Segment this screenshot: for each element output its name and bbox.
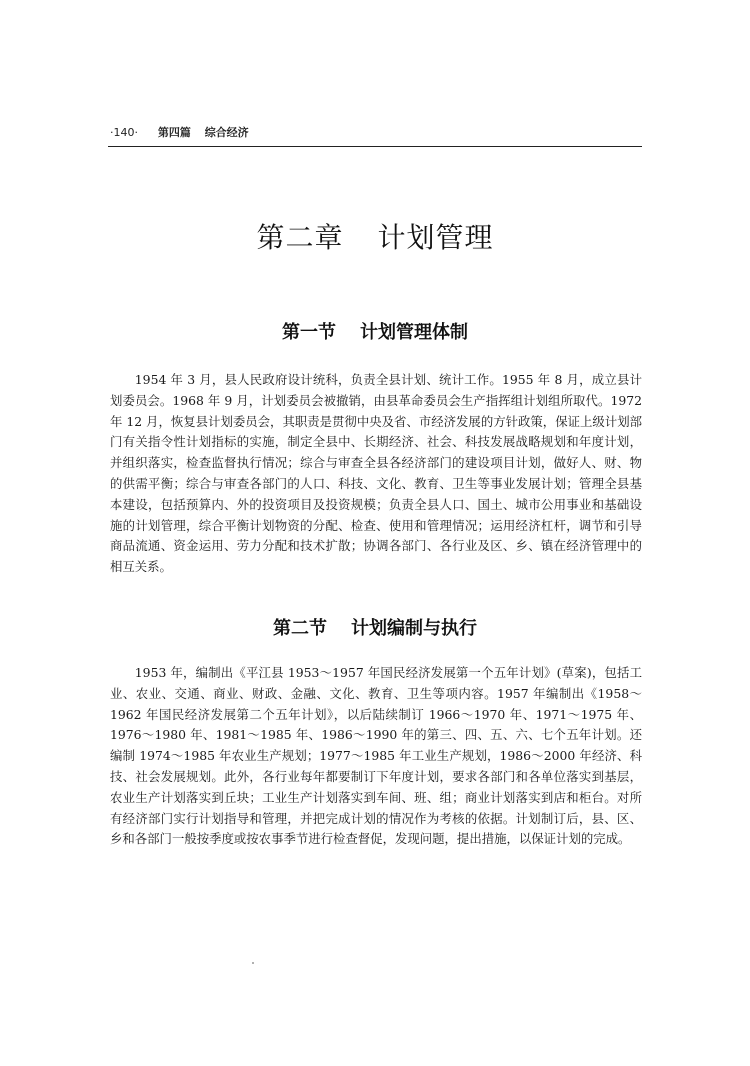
chapter-heading: [0, 216, 750, 256]
section-paragraph: 1953 年，编制出《平江县 1953～1957 年国民经济发展第一个五年计划》(草案)，包括工业、农业、交通、商业、财政、金融、文化、教育、卫生等项内容。1957 年编制出《1958～1962 年国民经济发展第二个五年计划》，以后陆续制订 1966～1970 年、1971～1975 年、1976～1980 年、1981～1985 年、1986～1990 年的第三、四、五、六、七个五年计划。还编制 1974～1985 年农业生产规划；1977～1985 年工业生产规划，1986～2000 年经济、科技、社会发展规划。此外，各行业每年都要制订下年度计划，要求各部门和各单位落实到基层，农业生产计划落实到丘块；工业生产计划落实到车间、班、组；商业计划落实到店和柜台。对所有经济部门实行计划指导和管理，并把完成计划的情况作为考核的依据。计划制订后，县、区、乡和各部门一般按季度或按农事季节进行检查督促，发现问题，提出措施，以保证计划的完成。: [110, 665, 642, 847]
section-title: 计划编制与执行: [351, 618, 477, 639]
section-number: 第一节: [282, 322, 336, 343]
section-paragraph: 1954 年 3 月，县人民政府设计统科，负责全县计划、统计工作。1955 年 8 月，成立县计划委员会。1968 年 9 月，计划委员会被撤销，由县革命委员会生产指挥组计划组所取代。1972 年 12 月，恢复县计划委员会，其职责是贯彻中央及省、市经济发展的方针政策，保证上级计划部门有关指令性计划指标的实施，制定全县中、长期经济、社会、科技发展战略规划和年度计划，并组织落实，检查监督执行情况；综合与审查全县各经济部门的建设项目计划，做好人、财、物的供需平衡；综合与审查各部门的人口、科技、文化、教育、卫生等事业发展计划；管理全县基本建设，包括预算内、外的投资项目及投资规模；负责全县人口、国土、城市公用事业和基础设施的计划管理，综合平衡计划物资的分配、检查、使用和管理情况；运用经济杠杆，调节和引导商品流通、资金运用、劳力分配和技术扩散；协调各部门、各行业及区、乡、镇在经济管理中的相互关系。: [110, 372, 642, 575]
scan-speck: [252, 962, 254, 964]
section-heading: [0, 318, 750, 344]
running-header: [110, 124, 259, 140]
section-number: 第二节: [273, 618, 327, 639]
header-rule: [108, 146, 642, 147]
part-title: 综合经济: [204, 126, 249, 139]
chapter-title: 计划管理: [377, 221, 494, 254]
page-number: ·140·: [110, 126, 138, 139]
section-heading: [0, 614, 750, 640]
part-label: 第四篇: [157, 126, 191, 139]
chapter-number: 第二章: [256, 221, 344, 254]
section-title: 计划管理体制: [360, 322, 468, 343]
